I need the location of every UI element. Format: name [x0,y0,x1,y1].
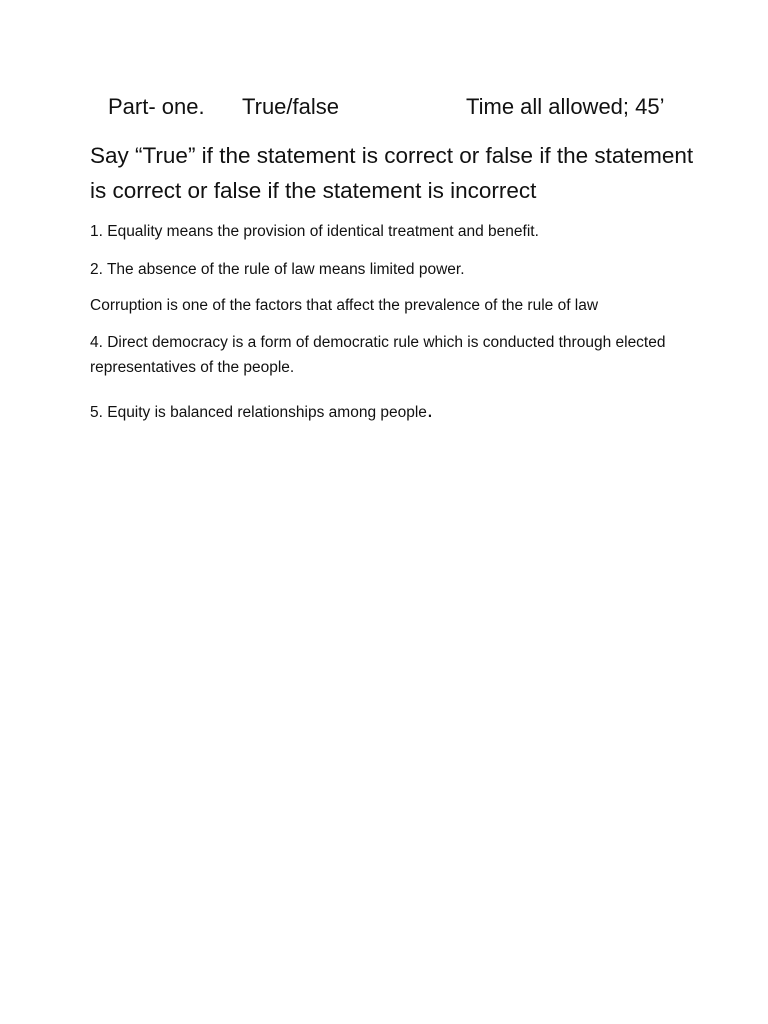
question-3: Corruption is one of the factors that affect the prevalence of the rule of law [90,297,599,314]
question-1: 1. Equality means the provision of identical treatment and benefit. [90,223,539,240]
question-2: 2. The absence of the rule of law means limited power. [90,261,465,278]
instructions: Say “True” if the statement is correct or false if the statement is correct or false if the statement is incorrect [90,143,694,203]
question-5 [90,397,690,425]
question-type-label: True/false [242,94,340,119]
exam-header [108,92,688,122]
question-5-text: 5. Equity is balanced relationships among people [90,404,427,421]
part-label: Part- one. [108,94,205,119]
question-4: 4. Direct democracy is a form of democratic rule which is conducted through elected representatives of the people. [90,334,666,376]
question-5-period: . [426,397,434,422]
time-allowed-label: Time all allowed; 45’ [466,94,665,119]
